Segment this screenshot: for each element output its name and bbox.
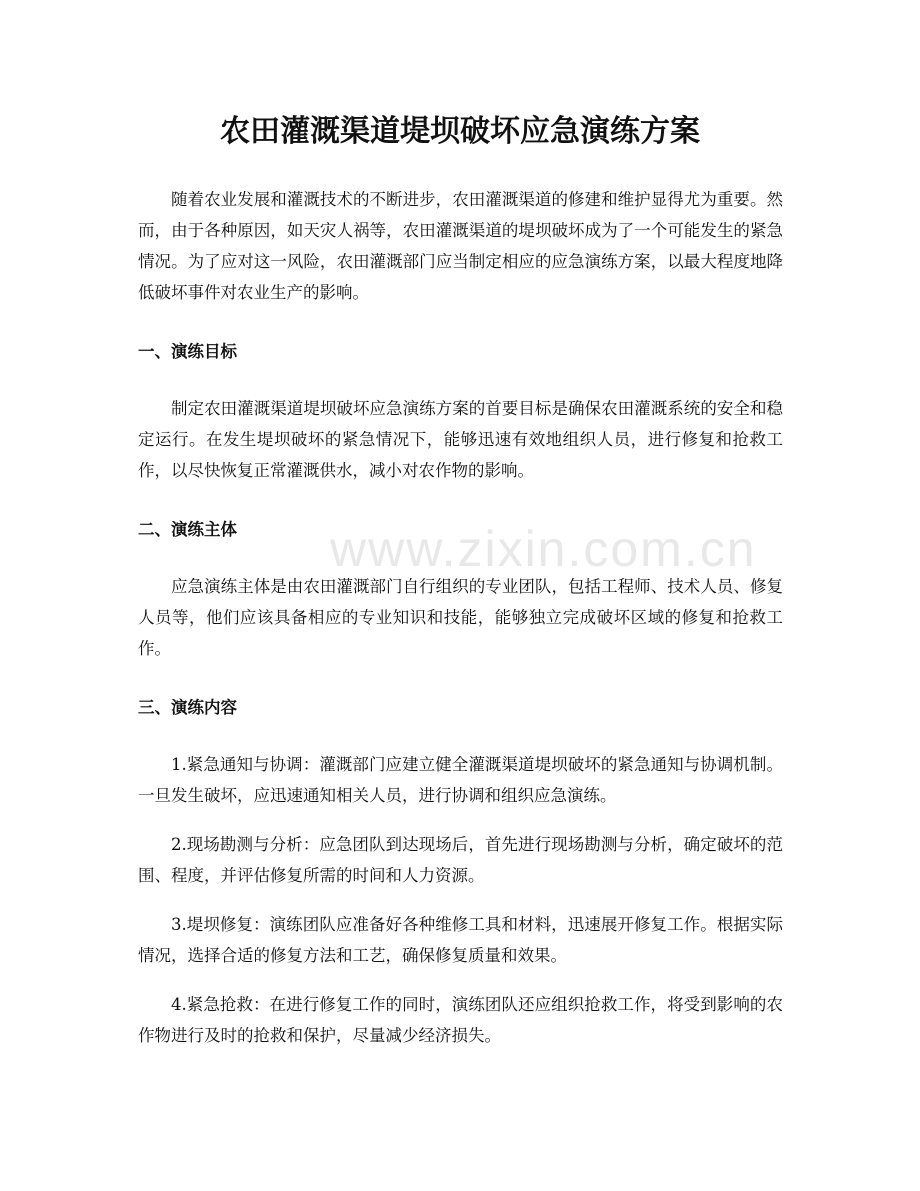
document-body xyxy=(138,184,783,1051)
section-heading-subject: 二、演练主体 xyxy=(138,520,237,539)
section-heading-content: 三、演练内容 xyxy=(138,698,237,717)
list-item-notification: 1.紧急通知与协调：灌溉部门应建立健全灌溉渠道堤坝破坏的紧急通知与协调机制。一旦发生破坏，应迅速通知相关人员，进行协调和组织应急演练。 xyxy=(138,755,783,805)
section-paragraph-subject: 应急演练主体是由农田灌溉部门自行组织的专业团队，包括工程师、技术人员、修复人员等，他们应该具备相应的专业知识和技能，能够独立完成破坏区域的修复和抢救工作。 xyxy=(138,577,783,658)
intro-paragraph: 随着农业发展和灌溉技术的不断进步，农田灌溉渠道的修建和维护显得尤为重要。然而，由于各种原因，如天灾人祸等，农田灌溉渠道的堤坝破坏成为了一个可能发生的紧急情况。为了应对这一风险，农田灌溉部门应当制定相应的应急演练方案，以最大程度地降低破坏事件对农业生产的影响。 xyxy=(138,190,783,302)
section-paragraph-goals: 制定农田灌溉渠道堤坝破坏应急演练方案的首要目标是确保农田灌溉系统的安全和稳定运行。在发生堤坝破坏的紧急情况下，能够迅速有效地组织人员，进行修复和抢救工作，以尽快恢复正常灌溉供水，减小对农作物的影响。 xyxy=(138,399,783,480)
list-item-survey: 2.现场勘测与分析：应急团队到达现场后，首先进行现场勘测与分析，确定破坏的范围、程度，并评估修复所需的时间和人力资源。 xyxy=(138,835,783,885)
section-heading-goals: 一、演练目标 xyxy=(138,342,237,361)
list-item-rescue: 4.紧急抢救：在进行修复工作的同时，演练团队还应组织抢救工作，将受到影响的农作物进行及时的抢救和保护，尽量减少经济损失。 xyxy=(138,995,783,1045)
list-item-repair: 3.堤坝修复：演练团队应准备好各种维修工具和材料，迅速展开修复工作。根据实际情况，选择合适的修复方法和工艺，确保修复质量和效果。 xyxy=(138,915,783,965)
document-title: 农田灌溉渠道堤坝破坏应急演练方案 xyxy=(220,114,700,149)
watermark: www.zixin.com.cn xyxy=(330,521,757,577)
